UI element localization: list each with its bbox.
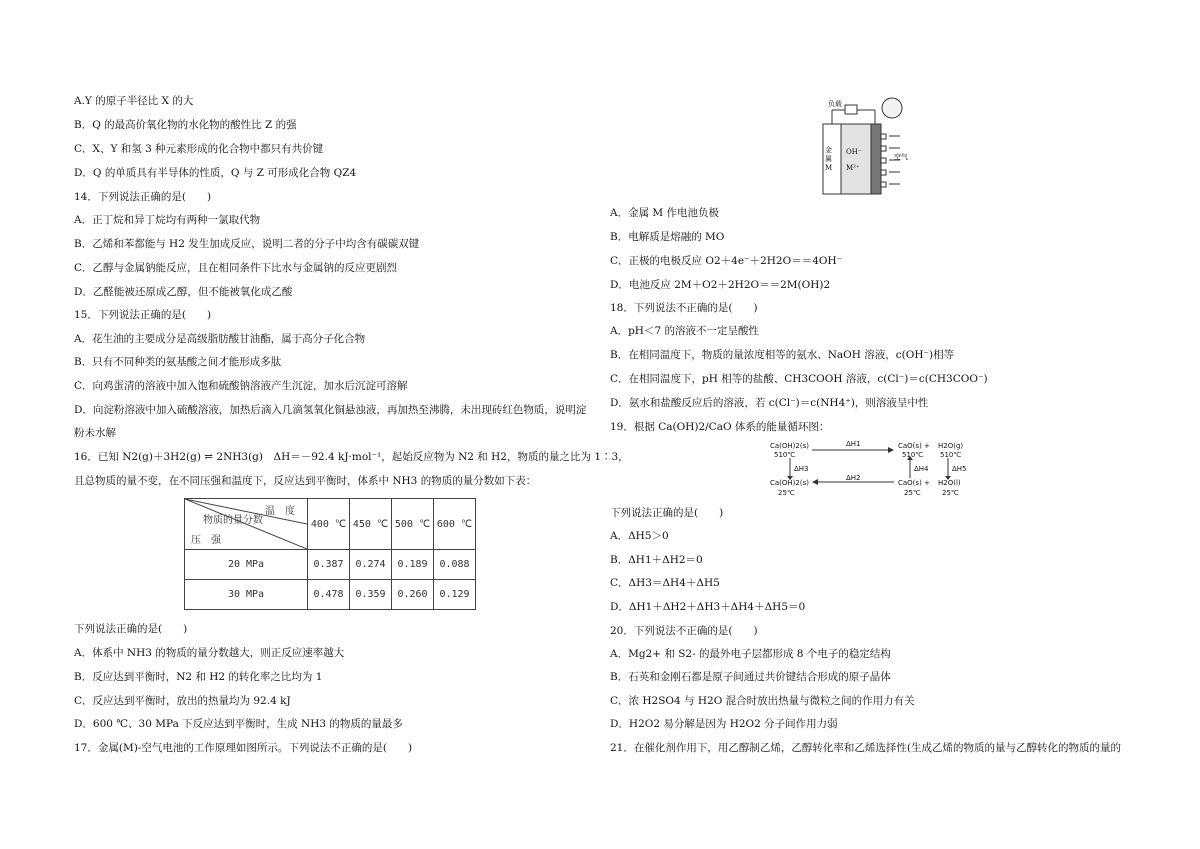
q19-option-a: A．ΔH5＞0 [610, 530, 669, 542]
dh4-label: ΔH4 [914, 465, 929, 473]
temp-header: 600 ℃ [434, 499, 476, 550]
energy-cycle-figure [770, 438, 970, 500]
value-cell: 0.189 [392, 550, 434, 580]
q16-question: 下列说法正确的是( ) [74, 623, 188, 635]
q14-option-b: B．乙烯和苯都能与 H2 发生加成反应，说明二者的分子中均含有碳碳双键 [74, 238, 420, 250]
q17-option-a: A．金属 M 作电池负极 [610, 207, 720, 219]
q16-option-a: A．体系中 NH3 的物质的量分数越大，则正反应速率越大 [74, 647, 345, 659]
corner-temp-label: 温 度 [265, 506, 295, 517]
top-left-temp: 510℃ [774, 451, 796, 459]
metal-air-battery-figure [820, 96, 920, 196]
q18-option-b: B．在相同温度下，物质的量浓度相等的氨水、NaOH 溶液，c(OH⁻)相等 [610, 349, 955, 361]
q19-option-d: D．ΔH1＋ΔH2＋ΔH3＋ΔH4＋ΔH5＝0 [610, 601, 806, 613]
top-mid-temp: 510℃ [902, 451, 924, 459]
q16-option-b: B．反应达到平衡时，N2 和 H2 的转化率之比均为 1 [74, 671, 323, 683]
q14-option-d: D．乙醛能被还原成乙醇，但不能被氧化成乙酸 [74, 286, 293, 298]
corner-pressure-label: 压 强 [191, 535, 221, 546]
q15-option-d: D．向淀粉溶液中加入硫酸溶液，加热后滴入几滴氢氧化铜悬浊液，再加热至沸腾，未出现砖红色物质，说明淀 [74, 404, 587, 416]
q18-option-c: C．在相同温度下，pH 相等的盐酸、CH3COOH 溶液，c(Cl⁻)＝c(CH3COO⁻) [610, 373, 988, 385]
value-cell: 0.478 [308, 580, 350, 610]
top-right-temp: 510℃ [940, 451, 962, 459]
q14-stem: 14．下列说法正确的是( ) [74, 191, 212, 203]
dh3-label: ΔH3 [794, 465, 809, 473]
q20-stem: 20．下列说法不正确的是( ) [610, 625, 758, 637]
q19-option-c: C．ΔH3＝ΔH4＋ΔH5 [610, 577, 720, 589]
q19-stem: 19．根据 Ca(OH)2/CaO 体系的能量循环图： [610, 421, 830, 433]
q17-option-b: B．电解质是熔融的 MO [610, 231, 725, 243]
q15-option-a: A．花生油的主要成分是高级脂肪酸甘油酯，属于高分子化合物 [74, 333, 366, 345]
value-cell: 0.260 [392, 580, 434, 610]
q13-option-c: C．X、Y 和氢 3 种元素形成的化合物中都只有共价键 [74, 143, 324, 155]
top-mid-species: CaO(s) + [898, 442, 930, 450]
bottom-left-species: Ca(OH)2(s) [770, 479, 809, 487]
dh5-label: ΔH5 [952, 465, 967, 473]
metal-m-label: 金属M [825, 146, 833, 172]
table-row [185, 550, 476, 580]
table-corner-header [185, 499, 308, 550]
top-left-species: Ca(OH)2(s) [770, 442, 809, 450]
q19-option-b: B．ΔH1＋ΔH2＝0 [610, 554, 703, 566]
q13-option-b: B．Q 的最高价氧化物的水化物的酸性比 Z 的强 [74, 119, 297, 131]
bottom-mid-temp: 25℃ [904, 489, 921, 497]
q20-option-a: A．Mg2+ 和 S2- 的最外电子层都形成 8 个电子的稳定结构 [610, 648, 891, 660]
table-row [185, 580, 476, 610]
q18-stem: 18．下列说法不正确的是( ) [610, 302, 758, 314]
dh2-label: ΔH2 [846, 474, 861, 482]
q20-option-c: C．浓 H2SO4 与 H2O 混合时放出热量与微粒之间的作用力有关 [610, 695, 915, 707]
q17-option-d: D．电池反应 2M＋O2＋2H2O＝＝2M(OH)2 [610, 279, 831, 291]
value-cell: 0.359 [350, 580, 392, 610]
value-cell: 0.387 [308, 550, 350, 580]
load-label: 负载 [828, 100, 842, 108]
bottom-left-temp: 25℃ [778, 489, 795, 497]
temp-header: 400 ℃ [308, 499, 350, 550]
bottom-right-species: H2O(l) [938, 479, 961, 487]
q15-option-d-cont: 粉未水解 [74, 427, 116, 439]
q21-stem: 21．在催化剂作用下，用乙醇制乙烯，乙醇转化率和乙烯选择性(生成乙烯的物质的量与乙醇转化的物质的量的 [610, 742, 1121, 754]
q16-stem: 16．已知 N2(g)＋3H2(g) ⇌ 2NH3(g) ΔH＝－92.4 kJ·mol⁻¹，起始反应物为 N2 和 H2，物质的量之比为 1∶3， [74, 451, 629, 463]
pressure-cell: 20 MPa [185, 550, 308, 580]
q15-option-b: B．只有不同种类的氨基酸之间才能形成多肽 [74, 356, 282, 368]
q20-option-d: D．H2O2 易分解是因为 H2O2 分子间作用力弱 [610, 718, 838, 730]
q16-option-d: D．600 ℃、30 MPa 下反应达到平衡时，生成 NH3 的物质的量最多 [74, 718, 403, 730]
value-cell: 0.088 [434, 550, 476, 580]
q17-option-c: C．正极的电极反应 O2＋4e⁻＋2H2O＝＝4OH⁻ [610, 255, 843, 267]
q16-stem-cont: 且总物质的量不变，在不同压强和温度下，反应达到平衡时，体系中 NH3 的物质的量分数如下表： [74, 475, 537, 487]
bottom-mid-species: CaO(s) + [898, 479, 930, 487]
q14-option-c: C．乙醇与金属钠能反应，且在相同条件下比水与金属钠的反应更剧烈 [74, 262, 398, 274]
bottom-right-temp: 25℃ [942, 489, 959, 497]
q14-option-a: A．正丁烷和异丁烷均有两种一氯取代物 [74, 214, 261, 226]
temp-header: 500 ℃ [392, 499, 434, 550]
q18-option-d: D．氨水和盐酸反应后的溶液，若 c(Cl⁻)＝c(NH4⁺)，则溶液呈中性 [610, 397, 929, 409]
value-cell: 0.129 [434, 580, 476, 610]
nh3-fraction-table [184, 498, 476, 610]
q13-option-a: A.Y 的原子半径比 X 的大 [74, 95, 194, 107]
q19-question: 下列说法正确的是( ) [610, 507, 724, 519]
q15-stem: 15．下列说法正确的是( ) [74, 309, 212, 321]
oh-ion-label: OH⁻ [846, 148, 862, 156]
dh1-label: ΔH1 [846, 440, 861, 448]
m-ion-label: M²⁺ [846, 164, 860, 172]
q17-stem: 17．金属(M)-空气电池的工作原理如图所示。下列说法不正确的是( ) [74, 742, 413, 754]
air-label: 空气 [894, 153, 908, 161]
q18-option-a: A．pH＜7 的溶液不一定呈酸性 [610, 325, 759, 337]
corner-fraction-label: 物质的量分数 [203, 515, 263, 526]
q20-option-b: B．石英和金刚石都是原子间通过共价键结合形成的原子晶体 [610, 671, 891, 683]
temp-header: 450 ℃ [350, 499, 392, 550]
pressure-cell: 30 MPa [185, 580, 308, 610]
q15-option-c: C．向鸡蛋清的溶液中加入饱和硫酸钠溶液产生沉淀，加水后沉淀可溶解 [74, 380, 408, 392]
value-cell: 0.274 [350, 550, 392, 580]
q13-option-d: D．Q 的单质具有半导体的性质，Q 与 Z 可形成化合物 QZ4 [74, 167, 357, 179]
q16-option-c: C．反应达到平衡时，放出的热量均为 92.4 kJ [74, 695, 291, 707]
top-right-species: H2O(g) [938, 442, 964, 450]
